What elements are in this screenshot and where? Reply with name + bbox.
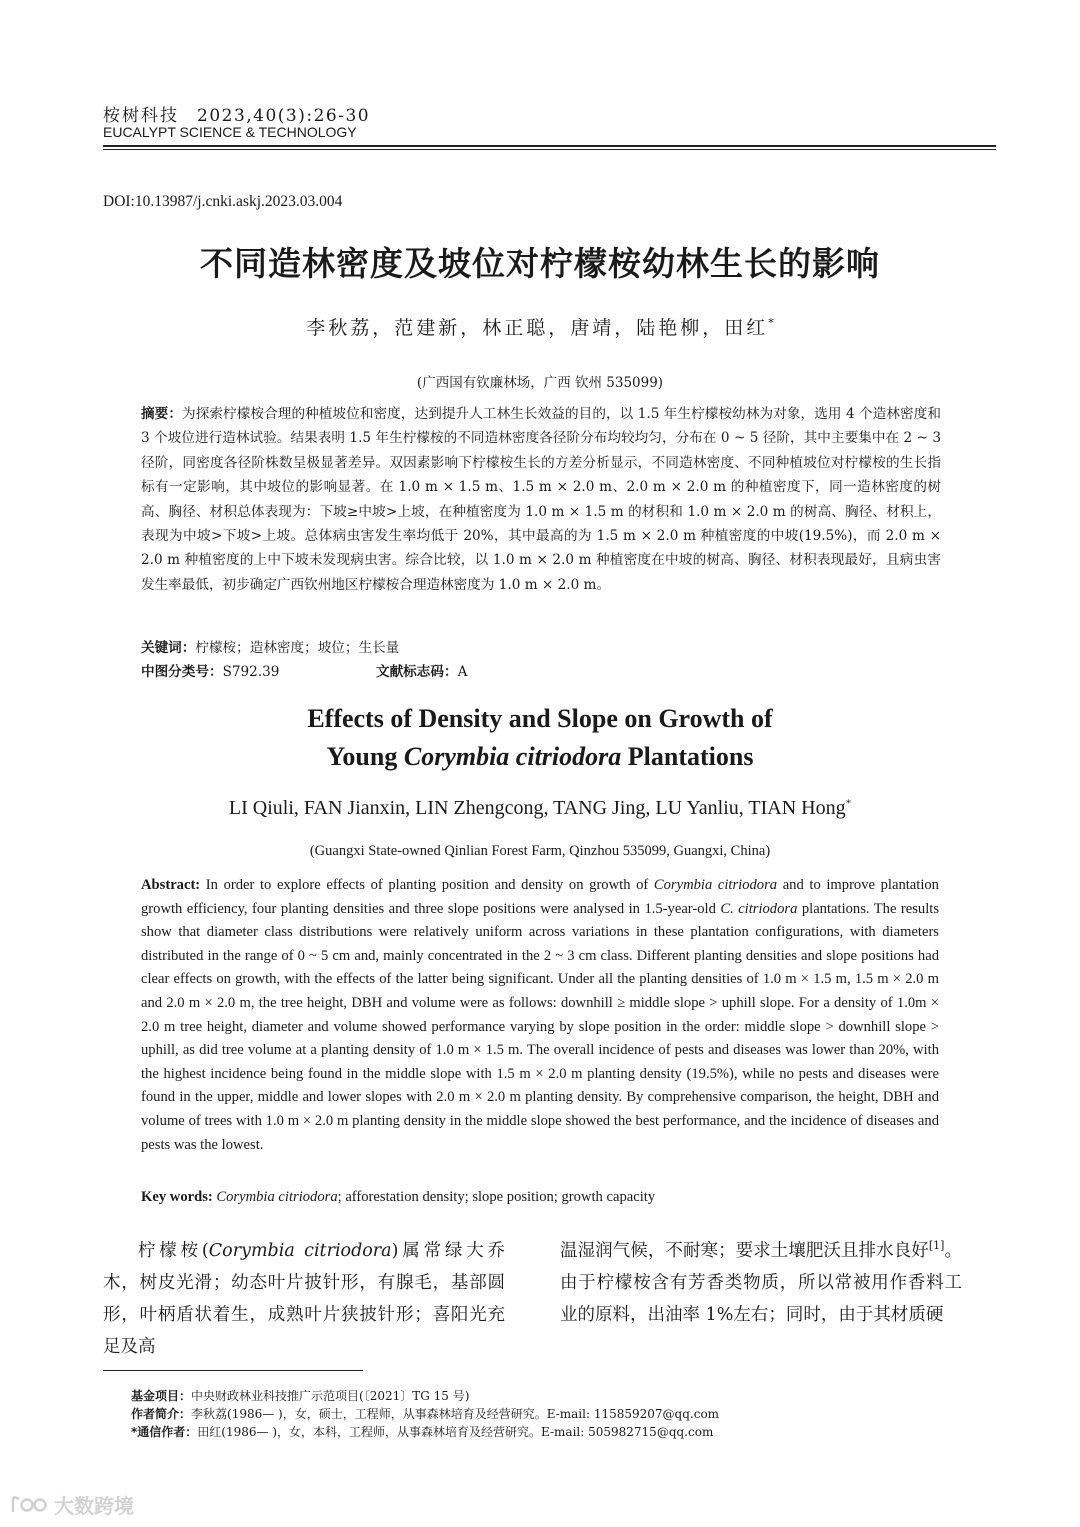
keywords-zh-label: 关键词： xyxy=(141,640,196,656)
abstract-en-part1: In order to explore effects of planting position and density on growth of xyxy=(200,877,654,893)
keywords-zh xyxy=(141,636,399,656)
title-en-species: Corymbia citriodora xyxy=(403,742,622,771)
body-column-left xyxy=(103,1235,505,1363)
keywords-zh-text: 柠檬桉；造林密度；坡位；生长量 xyxy=(195,640,400,656)
reference-marker: [1] xyxy=(928,1239,945,1253)
authors-zh xyxy=(0,313,1080,340)
doc-code-label: 文献标志码： xyxy=(376,664,458,680)
corresponding-label: *通信作者： xyxy=(131,1425,198,1439)
abstract-en-part3: plantations. The results show that diameter class distributions were relatively uniform across variations in these plantation configurations, with diameters distributed in the range of 0 ~ 5 cm and, mainly concentrated in the 2 ~ 3 cm class. Different planting densities and slope positions had clear effects on growth, with the effects of the latter being significant. Under all the planting densities of 1.0 m × 1.5 m, 1.5 m × 2.0 m and 2.0 m × 2.0 m, the tree height, DBH and volume were as follows: downhill ≥ middle slope > uphill slope. For a density of 1.0m × 2.0 m tree height, diameter and volume showed performance varying by slope position in the order: middle slope > downhill slope > uphill, as did tree volume at a planting density of 1.0 m × 1.5 m. The overall incidence of pests and diseases was lower than 20%, with the highest incidence being found in the middle slope with 1.5 m × 2.0 m planting density (19.5%), while no pests and diseases were found in the upper, middle and lower slopes with 2.0 m × 2.0 m planting density. By comprehensive comparison, the height, DBH and volume of trees with 1.0 m × 2.0 m planting density in the middle slope showed the best performance, and the incidence of diseases and pests was the lowest. xyxy=(141,900,940,1153)
abstract-zh-label: 摘要： xyxy=(141,406,183,422)
clc-value: S792.39 xyxy=(222,664,280,680)
fund-label: 基金项目： xyxy=(131,1389,192,1403)
title-zh: 不同造林密度及坡位对柠檬桉幼林生长的影响 xyxy=(200,244,880,283)
body-left-species: Corymbia citriodora xyxy=(208,1241,392,1261)
doc-code-value: A xyxy=(457,664,468,680)
author-bio-text: 李秋荔(1986— )，女，硕士，工程师，从事森林培育及经营研究。E-mail: 115859207@qq.com xyxy=(191,1407,720,1421)
title-en-line2 xyxy=(0,738,1080,776)
corresponding-mark: * xyxy=(768,316,774,330)
corresponding-text: 田红(1986— )，女，本科，工程师，从事森林培育及经营研究。E-mail: 505982715@qq.com xyxy=(197,1425,714,1439)
authors-en-names: LI Qiuli, FAN Jianxin, LIN Zhengcong, TANG Jing, LU Yanliu, TIAN Hong xyxy=(228,797,846,819)
abstract-zh-text: 为探索柠檬桉合理的种植坡位和密度，达到提升人工林生长效益的目的，以 1.5 年生柠檬桉幼林为对象，选用 4 个造林密度和 3 个坡位进行造林试验。结果表明 1.5 年生柠檬桉的不同造林密度各径阶分布均较均匀，分布在 0 ~ 5 径阶，其中主要集中在 2 ~ 3 径阶，同密度各径阶株数呈极显著差异。双因素影响下柠檬桉生长的方差分析显示，不同造林密度、不同种植坡位对柠檬桉的生长指标有一定影响，其中坡位的影响显著。在 1.0 m × 1.5 m、1.5 m × 2.0 m、2.0 m × 2.0 m 的种植密度下，同一造林密度的树高、胸径、材积总体表现为：下坡≥中坡>上坡，在种植密度为 1.0 m × 1.5 m 的材积和 1.0 m × 2.0 m 的树高、胸径、材积上，表现为中坡>下坡>上坡。总体病虫害发生率均低于 20%，其中最高的为 1.5 m × 2.0 m 种植密度的中坡(19.5%)，而 2.0 m × 2.0 m 种植密度的上中下坡未发现病虫害。综合比较，以 1.0 m × 2.0 m 种植密度在中坡的树高、胸径、材积表现最好，且病虫害发生率最低，初步确定广西钦州地区柠檬桉合理造林密度为 1.0 m × 2.0 m。 xyxy=(141,406,941,593)
title-en-post: Plantations xyxy=(621,742,754,771)
affiliation-zh: (广西国有钦廉林场，广西 钦州 535099) xyxy=(416,375,664,391)
affiliation-en: (Guangxi State-owned Qinlian Forest Farm, Qinzhou 535099, Guangxi, China) xyxy=(309,843,771,859)
abstract-en-label: Abstract: xyxy=(141,877,201,893)
body-column-right xyxy=(560,1235,962,1331)
footnote-fund xyxy=(131,1387,469,1404)
clc-number xyxy=(141,660,279,680)
journal-header xyxy=(103,101,370,126)
watermark-logo-icon xyxy=(10,1494,50,1516)
citation: 2023,40(3):26-30 xyxy=(197,106,371,126)
abstract-en-species-short: C. citriodora xyxy=(720,900,798,917)
header-rule-thick xyxy=(103,145,996,147)
abstract-en xyxy=(141,874,939,1157)
body-left-post: )属常绿大乔木，树皮光滑；幼态叶片披针形，有腺毛，基部圆形，叶柄盾状着生，成熟叶片狭披针形；喜阳光充足及高 xyxy=(103,1241,506,1357)
abstract-zh xyxy=(141,402,941,597)
corresponding-mark-en: * xyxy=(845,797,852,810)
watermark xyxy=(10,1490,134,1519)
abstract-en-species: Corymbia citriodora xyxy=(653,877,778,893)
journal-name-en: EUCALYPT SCIENCE & TECHNOLOGY xyxy=(103,124,357,140)
authors-zh-names: 李秋荔，范建新，林正聪，唐靖，陆艳柳，田红 xyxy=(306,317,769,339)
clc-label: 中图分类号： xyxy=(141,664,223,680)
body-left-pre: 柠檬桉( xyxy=(138,1241,209,1261)
doi: DOI:10.13987/j.cnki.askj.2023.03.004 xyxy=(103,193,343,210)
watermark-text: 大数跨境 xyxy=(54,1494,134,1518)
header-rule-thin xyxy=(103,149,996,150)
footnote-rule xyxy=(103,1370,363,1371)
title-en-pre: Young xyxy=(326,742,404,771)
keywords-en-rest: ; afforestation density; slope position; growth capacity xyxy=(337,1189,656,1205)
document-code xyxy=(376,660,467,680)
footnote-corresponding xyxy=(131,1423,713,1440)
authors-en xyxy=(0,797,1080,820)
footnote-author xyxy=(131,1405,719,1422)
keywords-en-label: Key words: xyxy=(141,1189,213,1205)
author-bio-label: 作者简介： xyxy=(131,1407,192,1421)
body-right-post: 。由于柠檬桉含有芳香类物质，所以常被用作香料工业的原料，出油率 1%左右；同时，由于其材质硬 xyxy=(560,1241,963,1325)
title-en-line1: Effects of Density and Slope on Growth of xyxy=(307,704,773,733)
abstract-en-part2: and to improve plantation growth efficiency, four planting densities and three slope positions were analysed in 1.5-year-old xyxy=(141,877,939,917)
title-en xyxy=(0,700,1080,776)
keywords-en-species: Corymbia citriodora xyxy=(216,1189,338,1205)
journal-name-zh: 桉树科技 xyxy=(103,106,179,126)
fund-text: 中央财政林业科技推广示范项目(〔2021〕TG 15 号) xyxy=(191,1389,470,1403)
body-right-pre: 温湿润气候，不耐寒；要求土壤肥沃且排水良好 xyxy=(560,1241,929,1261)
keywords-en xyxy=(141,1189,655,1206)
